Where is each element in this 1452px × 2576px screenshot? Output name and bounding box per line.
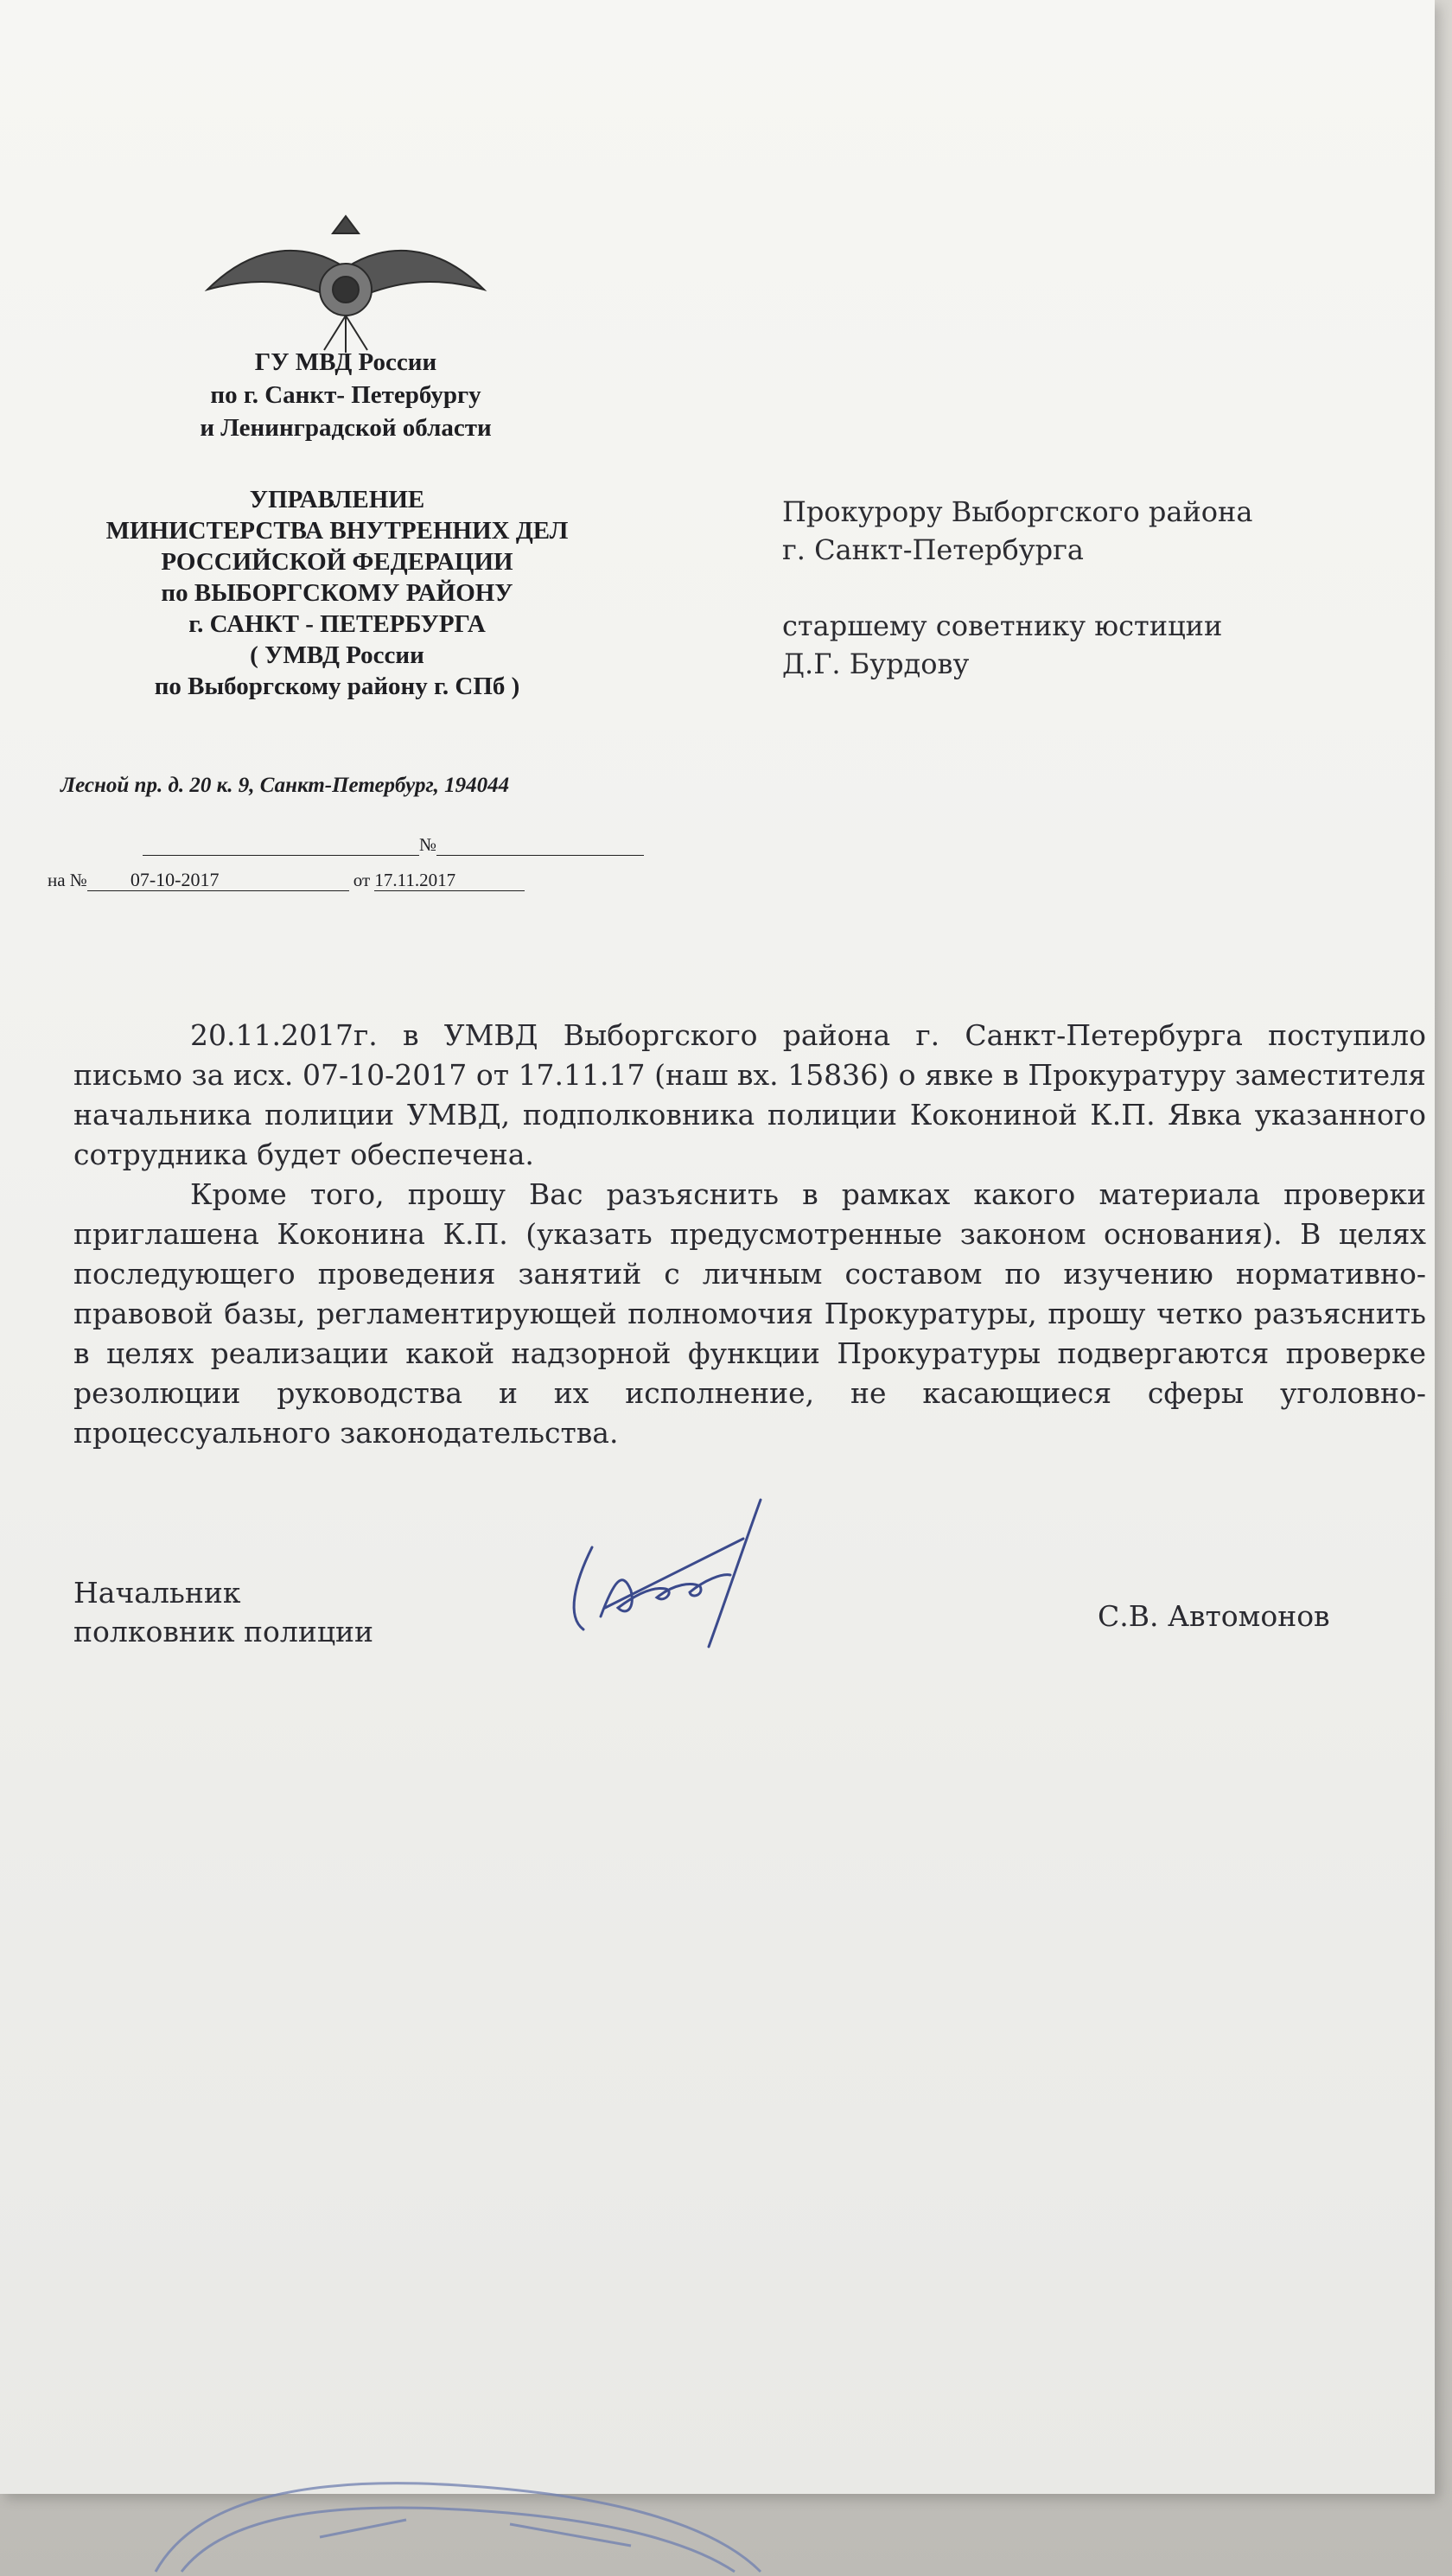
- header-department: [35, 484, 640, 702]
- number-label: №: [419, 834, 437, 855]
- registration-number-line: [48, 834, 644, 856]
- recipient-block: [782, 493, 1252, 683]
- department-line: УПРАВЛЕНИЕ: [249, 486, 425, 513]
- department-line: г. САНКТ - ПЕТЕРБУРГА: [188, 610, 486, 638]
- department-address: Лесной пр. д. 20 к. 9, Санкт-Петербург, 194044: [60, 774, 510, 797]
- signatory-name: С.В. Автомонов: [1098, 1599, 1330, 1633]
- body-paragraph-1: 20.11.2017г. в УМВД Выборгского района г. Санкт-Петербурга поступило письмо за исх. 07-10-2017 от 17.11.17 (наш вх. 15836) о явке в Прокуратуру заместителя начальника полиции УМВД, подполковника полиции Кокониной К.П. Явка указанного сотрудника будет обеспечена.: [73, 1018, 1426, 1171]
- reference-line: [48, 869, 525, 891]
- reference-date: 17.11.2017: [374, 870, 456, 890]
- reference-prefix: на №: [48, 870, 87, 890]
- handwritten-signature: [553, 1487, 778, 1660]
- incoming-stamp: [147, 2477, 769, 2576]
- recipient-line: г. Санкт-Петербурга: [782, 533, 1084, 566]
- recipient-name: Д.Г. Бурдову: [782, 647, 970, 680]
- header-gu: [143, 346, 549, 444]
- header-gu-line: по г. Санкт- Петербургу: [210, 381, 481, 409]
- signatory-rank: полковник полиции: [73, 1615, 374, 1648]
- body-paragraph-2: Кроме того, прошу Вас разъяснить в рамках какого материала проверки приглашена Коконина К.П. (указать предусмотренные законом основания). В целях последующего проведения занятий с личным составом по изучению нормативно-правовой базы, регламентирующей полномочия Прокуратуры, прошу четко разъяснить в целях реализации какой надзорной функции Прокуратуры подвергаются проверке резолюции руководства и их исполнение, не касающиеся сферы уголовно-процессуального законодательства.: [73, 1177, 1426, 1450]
- recipient-position: старшему советнику юстиции: [782, 609, 1223, 642]
- department-line: по Выборгскому району г. СПб ): [154, 673, 520, 700]
- header-gu-line: ГУ МВД России: [254, 348, 437, 376]
- department-line: РОССИЙСКОЙ ФЕДЕРАЦИИ: [161, 548, 513, 576]
- signatory-title: [73, 1573, 373, 1651]
- department-line: ( УМВД России: [250, 641, 424, 669]
- signatory-position: Начальник: [73, 1576, 241, 1610]
- reference-date-prefix: от: [353, 870, 371, 890]
- emblem-eagle-icon: [203, 207, 488, 354]
- recipient-line: Прокурору Выборгского района: [782, 495, 1253, 528]
- department-line: МИНИСТЕРСТВА ВНУТРЕННИХ ДЕЛ: [105, 517, 569, 545]
- reference-number: 07-10-2017: [130, 869, 220, 890]
- letter-body: [73, 1016, 1426, 1453]
- header-gu-line: и Ленинградской области: [200, 414, 492, 442]
- department-line: по ВЫБОРГСКОМУ РАЙОНУ: [161, 579, 513, 607]
